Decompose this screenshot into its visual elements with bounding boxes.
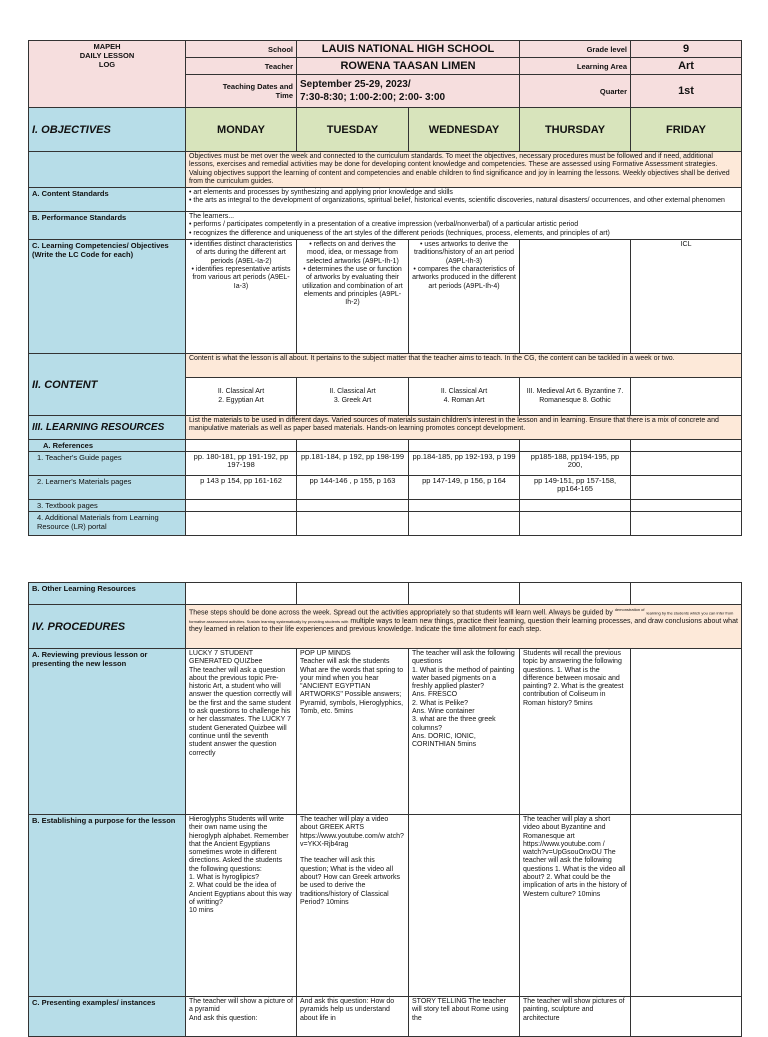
procedure-a-label: A. Reviewing previous lesson or presenting the new lesson — [29, 649, 186, 815]
content-note: Content is what the lesson is all about. It pertains to the subject matter that the teacher aims to teach. In the CG, the content can be tackled in a week or two. — [186, 354, 742, 378]
procedures-note-part-a: These steps should be done across the week. Spread out the activities appropriately so that students will learn well. Always be guided by — [189, 609, 613, 617]
procedures-note — [186, 605, 742, 649]
lesson-log-table-page1 — [28, 40, 742, 536]
competency-tuesday: • reflects on and derives the mood, idea, or message from selected artworks (A9PL-Ih-1) • determines the use or function of artworks by evaluating their utilization and combination of art elements and principles (A9PL-Ih-2) — [297, 240, 409, 354]
procedure-c-wednesday: STORY TELLING The teacher will story tell about Rome using the — [409, 997, 520, 1037]
tg-friday — [631, 452, 742, 476]
grade-level-value: 9 — [631, 41, 742, 58]
content-standards-text: • art elements and processes by synthesizing and applying prior knowledge and skills • the arts as integral to the development of organizations, spiritual belief, historical events, scientific discoveries, natural disasters/ occurrences, and other external phenomen — [186, 188, 742, 212]
additional-materials-label: 4. Additional Materials from Learning Resource (LR) portal — [29, 512, 186, 536]
procedures-note-small-2: learning by the students which you can infer from formative assessment activities. Sustain learning systematically by providing students with — [189, 610, 734, 624]
textbook-tuesday — [297, 500, 409, 512]
procedure-a-friday — [631, 649, 742, 815]
teaching-dates-label: Teaching Dates and Time — [186, 75, 297, 108]
procedures-note-part-b: multiple ways to learn new things, practice their learning, question their learning processes, and draw conclusions about what they learned in relation to their life experiences and previous knowledge. Indicate the time allotment for each step. — [189, 617, 738, 633]
teachers-guide-label: 1. Teacher's Guide pages — [29, 452, 186, 476]
content-wednesday: II. Classical Art 4. Roman Art — [409, 378, 520, 416]
procedure-a-thursday: Students will recall the previous topic by answering the following questions. 1. What is the difference between mosaic and painting? 2. What is the greatest contribution of Coliseum in Roman history? 5mins — [520, 649, 631, 815]
quarter-label: Quarter — [520, 75, 631, 108]
additional-tuesday — [297, 512, 409, 536]
procedure-c-label: C. Presenting examples/ instances — [29, 997, 186, 1037]
procedure-b-tuesday: The teacher will play a video about GREEK ARTS https://www.youtube.com/w atch?v=YKX-Rjb4rag The teacher will ask this question; What is the video all about? How can Greek artworks be used to derive the traditions/history of Classical Period? 10mins — [297, 815, 409, 997]
lesson-log-table-page2 — [28, 582, 742, 1037]
competency-monday: • identifies distinct characteristics of arts during the different art periods (A9EL-Ia-2) • identifies representative artists from various art periods (A9EL-Ia-3) — [186, 240, 297, 354]
teacher-label: Teacher — [186, 58, 297, 75]
school-value: LAUIS NATIONAL HIGH SCHOOL — [297, 41, 520, 58]
procedure-c-friday — [631, 997, 742, 1037]
procedure-a-wednesday: The teacher will ask the following questions 1. What is the method of painting water based pigments on a freshly applied plaster? Ans. FRESCO 2. What is Pelike? Ans. Wine container 3. what are the three greek columns? Ans. DORIC, IONIC, CORINTHIAN 5mins — [409, 649, 520, 815]
content-thursday: III. Medieval Art 6. Byzantine 7. Romanesque 8. Gothic — [520, 378, 631, 416]
procedures-title: IV. PROCEDURES — [29, 605, 186, 649]
content-tuesday: II. Classical Art 3. Greek Art — [297, 378, 409, 416]
day-wednesday: WEDNESDAY — [409, 108, 520, 152]
additional-wednesday — [409, 512, 520, 536]
competency-thursday — [520, 240, 631, 354]
procedure-b-label: B. Establishing a purpose for the lesson — [29, 815, 186, 997]
tg-thursday: pp185-188, pp194-195, pp 200, — [520, 452, 631, 476]
tg-wednesday: pp.184-185, pp 192-193, p 199 — [409, 452, 520, 476]
other-wednesday — [409, 583, 520, 605]
references-friday — [631, 440, 742, 452]
grade-level-label: Grade level — [520, 41, 631, 58]
teaching-dates-value: September 25-29, 2023/ 7:30-8:30; 1:00-2:00; 2:00- 3:00 — [297, 75, 520, 108]
textbook-pages-label: 3. Textbook pages — [29, 500, 186, 512]
resources-note: List the materials to be used in different days. Varied sources of materials sustain children's interest in the lesson and in learning. Ensure that there is a mix of concrete and manipulative materials as well as paper based materials. Hands-on learning promotes concept development. — [186, 416, 742, 440]
procedure-a-tuesday: POP UP MINDS Teacher will ask the students What are the words that spring to your mind when you hear "ANCIENT EGYPTIAN ARTWORKS" Possible answers; Pyramid, symbols, Hieroglyphics, Tomb, etc. 5mins — [297, 649, 409, 815]
lm-thursday: pp 149-151, pp 157-158, pp164-165 — [520, 476, 631, 500]
procedure-c-monday: The teacher will show a picture of a pyramid And ask this question: — [186, 997, 297, 1037]
performance-standards-text: The learners... • performs / participates competently in a presentation of a creative impression (verbal/nonverbal) of a particular artistic period • recognizes the difference and uniqueness of the art styles of the different periods (techniques, process, elements, and principles of art) — [186, 212, 742, 240]
school-label: School — [186, 41, 297, 58]
procedure-c-tuesday: And ask this question: How do pyramids help us understand about life in — [297, 997, 409, 1037]
learning-area-value: Art — [631, 58, 742, 75]
additional-thursday — [520, 512, 631, 536]
quarter-value: 1st — [631, 75, 742, 108]
procedure-c-thursday: The teacher will show pictures of painting, sculpture and architecture — [520, 997, 631, 1037]
resources-title: III. LEARNING RESOURCES — [29, 416, 186, 440]
references-thursday — [520, 440, 631, 452]
procedures-note-small-1: demonstration of — [614, 607, 645, 612]
textbook-thursday — [520, 500, 631, 512]
day-monday: MONDAY — [186, 108, 297, 152]
learning-competencies-label: C. Learning Competencies/ Objectives (Write the LC Code for each) — [29, 240, 186, 354]
references-monday — [186, 440, 297, 452]
procedure-b-friday — [631, 815, 742, 997]
lm-monday: p 143 p 154, pp 161-162 — [186, 476, 297, 500]
day-friday: FRIDAY — [631, 108, 742, 152]
other-friday — [631, 583, 742, 605]
day-thursday: THURSDAY — [520, 108, 631, 152]
objectives-note: Objectives must be met over the week and connected to the curriculum standards. To meet the objectives, necessary procedures must be followed and if need, additional lessons, exercises and remedial activities may be done for developing content knowledge and competencies. These are assessed using Formative Assessment strategies. Valuing objectives support the learning of content and competencies and enable children to find significance and joy in learning the lessons. Weekly objectives shall be derived from the curriculum guides. — [186, 152, 742, 188]
teacher-value: ROWENA TAASAN LIMEN — [297, 58, 520, 75]
objectives-title: I. OBJECTIVES — [29, 108, 186, 152]
performance-standards-label: B. Performance Standards — [29, 212, 186, 240]
learning-area-label: Learning Area — [520, 58, 631, 75]
references-label: A. References — [29, 440, 186, 452]
additional-monday — [186, 512, 297, 536]
procedure-b-monday: Hieroglyphs Students will write their own name using the hieroglyph alphabet. Remember that the Ancient Egyptians sometimes wrote in different directions. Asked the students the following questions: 1. What is hyroglipics? 2. What could be the idea of Ancient Egyptians about this way of writting? 10 mins — [186, 815, 297, 997]
content-friday — [631, 378, 742, 416]
competency-friday: ICL — [631, 240, 742, 354]
textbook-friday — [631, 500, 742, 512]
references-tuesday — [297, 440, 409, 452]
textbook-wednesday — [409, 500, 520, 512]
other-tuesday — [297, 583, 409, 605]
references-wednesday — [409, 440, 520, 452]
textbook-monday — [186, 500, 297, 512]
tg-tuesday: pp.181-184, p 192, pp 198-199 — [297, 452, 409, 476]
day-tuesday: TUESDAY — [297, 108, 409, 152]
lm-tuesday: pp 144-146 , p 155, p 163 — [297, 476, 409, 500]
procedure-b-thursday: The teacher will play a short video about Byzantine and Romanesque art https://www.youtube.com / watch?v=UpGsouOnxOU The teacher will ask the following questions 1. What is the video all about? 2. What could be the implication of arts in the history of Western culture? 10mins — [520, 815, 631, 997]
additional-friday — [631, 512, 742, 536]
other-thursday — [520, 583, 631, 605]
lm-friday — [631, 476, 742, 500]
procedure-b-wednesday — [409, 815, 520, 997]
content-title: II. CONTENT — [29, 354, 186, 416]
mapeh-title: MAPEH DAILY LESSON LOG — [29, 41, 186, 108]
objectives-note-label-cell — [29, 152, 186, 188]
learners-materials-label: 2. Learner's Materials pages — [29, 476, 186, 500]
procedure-a-monday: LUCKY 7 STUDENT GENERATED QUIZbee The teacher will ask a question about the previous topic Pre-historic Art, a student who will answer the question correctly will be the first and the same student to ask questions to challenge his or her classmates. The LUCKY 7 student Generated Quizbee will continue until the seventh student answer the question correctly — [186, 649, 297, 815]
tg-monday: pp. 180-181, pp 191-192, pp 197-198 — [186, 452, 297, 476]
lm-wednesday: pp 147-149, p 156, p 164 — [409, 476, 520, 500]
other-resources-label: B. Other Learning Resources — [29, 583, 186, 605]
competency-wednesday: • uses artworks to derive the traditions/history of an art period (A9PL-Ih-3) • compares the characteristics of artworks produced in the different art periods (A9PL-Ih-4) — [409, 240, 520, 354]
content-monday: II. Classical Art 2. Egyptian Art — [186, 378, 297, 416]
other-monday — [186, 583, 297, 605]
content-standards-label: A. Content Standards — [29, 188, 186, 212]
